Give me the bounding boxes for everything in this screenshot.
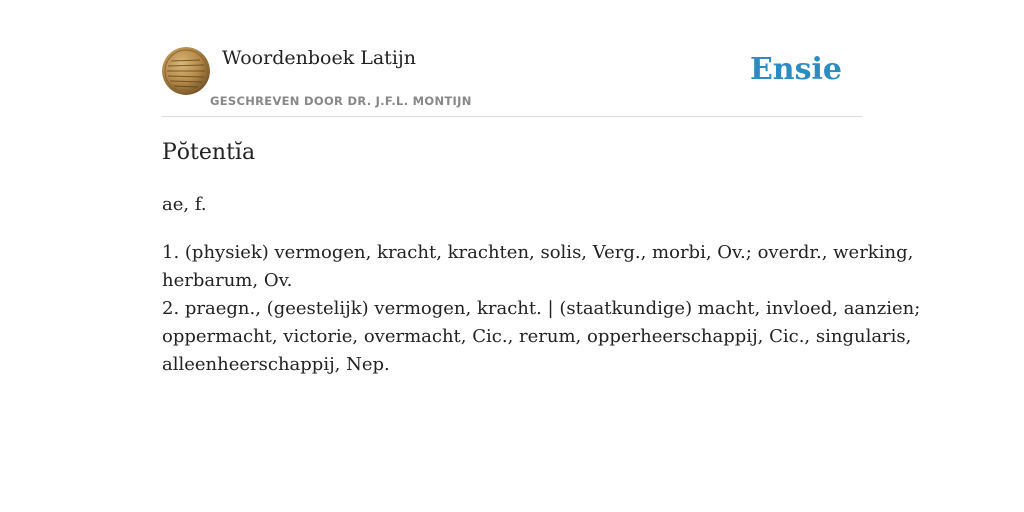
definition-line: 2. praegn., (geestelijk) vermogen, kracht. | (staatkundige) macht, invloed, aanzien;	[162, 298, 921, 319]
definition-line: oppermacht, victorie, overmacht, Cic., rerum, opperheerschappij, Cic., singularis,	[162, 326, 912, 347]
entry-definitions	[162, 239, 921, 379]
ensie-logo-link[interactable]: Ensie	[749, 52, 842, 87]
site-title[interactable]: Woordenboek Latijn	[222, 47, 417, 69]
coin-logo-icon[interactable]	[162, 47, 210, 95]
definition-line: herbarum, Ov.	[162, 270, 293, 291]
site-header	[162, 44, 862, 117]
definition-line: alleenheerschappij, Nep.	[162, 354, 390, 375]
entry-grammar: ae, f.	[162, 194, 207, 215]
definition-line: 1. (physiek) vermogen, kracht, krachten, solis, Verg., morbi, Ov.; overdr., werking,	[162, 242, 914, 263]
entry-headword: Pŏtentĭa	[162, 140, 256, 165]
author-byline: GESCHREVEN DOOR DR. J.F.L. MONTIJN	[210, 94, 472, 108]
